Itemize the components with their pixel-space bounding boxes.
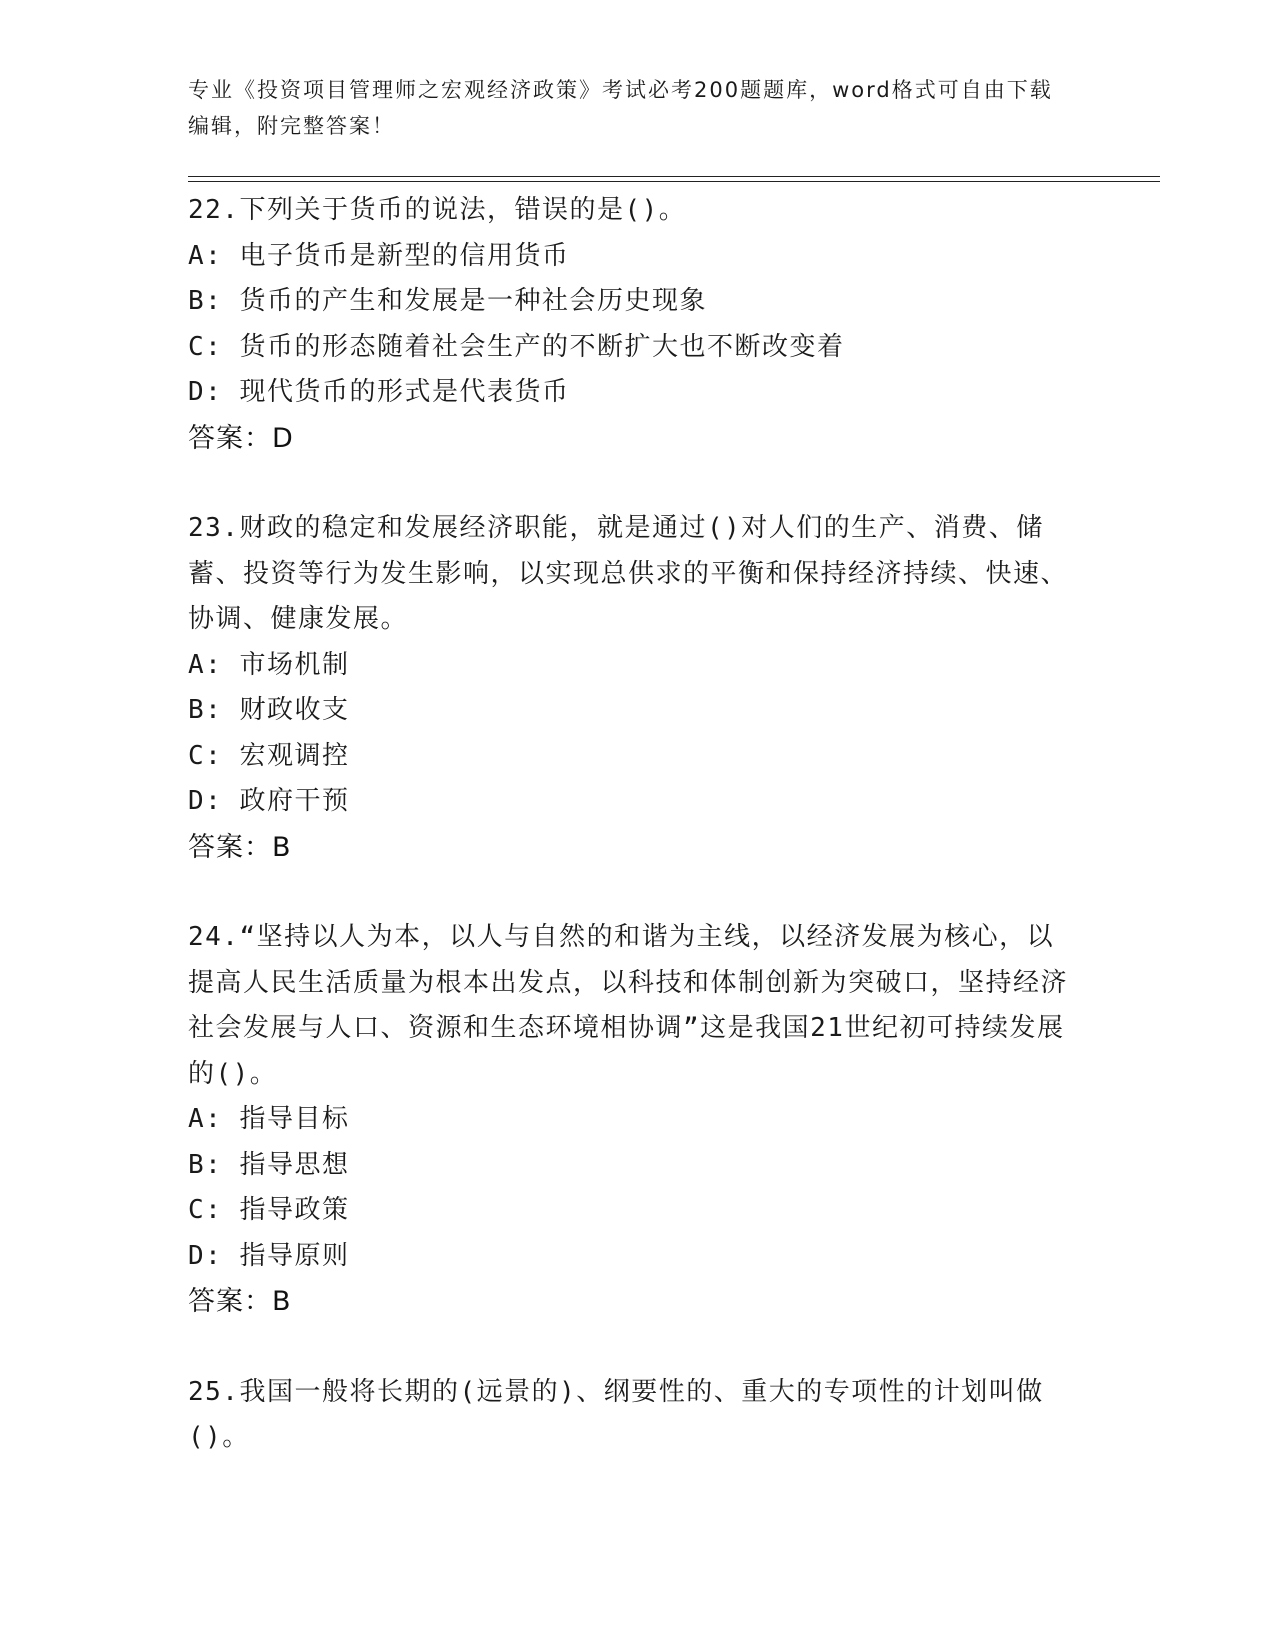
option-a: A: 电子货币是新型的信用货币 xyxy=(188,240,570,271)
question-list xyxy=(188,188,1088,1461)
answer-label: 答案： xyxy=(188,831,272,863)
question-stem: 25.我国一般将长期的(远景的)、纲要性的、重大的专项性的计划叫做()。 xyxy=(188,1376,1044,1452)
option-d: D: 现代货币的形式是代表货币 xyxy=(188,377,570,407)
answer-label: 答案： xyxy=(188,422,272,454)
question-stem: 22.下列关于货币的说法，错误的是()。 xyxy=(188,195,687,225)
option-d: D: 指导原则 xyxy=(188,1240,350,1271)
answer-value: B xyxy=(272,1286,291,1317)
question-stem: 23.财政的稳定和发展经济职能，就是通过()对人们的生产、消费、储蓄、投资等行为发生影响，以实现总供求的平衡和保持经济持续、快速、协调、健康发展。 xyxy=(188,513,1069,634)
header-intro-text: 专业《投资项目管理师之宏观经济政策》考试必考200题题库，word格式可自由下载编辑，附完整答案！ xyxy=(188,78,1053,138)
option-c: C: 宏观调控 xyxy=(188,740,350,771)
answer-line xyxy=(188,825,1088,871)
answer-value: D xyxy=(272,422,293,454)
question-23 xyxy=(188,506,1088,870)
option-b: B: 货币的产生和发展是一种社会历史现象 xyxy=(188,286,707,316)
option-b: B: 指导思想 xyxy=(188,1149,350,1180)
document-header xyxy=(188,72,1068,144)
option-b: B: 财政收支 xyxy=(188,695,350,725)
question-22 xyxy=(188,188,1088,461)
header-divider-bottom xyxy=(188,181,1160,182)
answer-value: B xyxy=(272,831,291,863)
option-a: A: 指导目标 xyxy=(188,1104,350,1134)
question-stem: 24.“坚持以人为本，以人与自然的和谐为主线，以经济发展为核心，以提高人民生活质量为根本出发点，以科技和体制创新为突破口，坚持经济社会发展与人口、资源和生态环境相协调”这是我国21世纪初可持续发展的()。 xyxy=(188,922,1069,1089)
answer-line xyxy=(188,416,1088,462)
option-c: C: 指导政策 xyxy=(188,1195,350,1225)
answer-label: 答案： xyxy=(188,1286,272,1317)
option-d: D: 政府干预 xyxy=(188,786,350,816)
answer-line xyxy=(188,1279,1088,1325)
option-c: C: 货币的形态随着社会生产的不断扩大也不断改变着 xyxy=(188,331,845,362)
question-24 xyxy=(188,915,1088,1325)
header-divider-top xyxy=(188,176,1160,177)
option-a: A: 市场机制 xyxy=(188,649,350,680)
question-25 xyxy=(188,1370,1088,1461)
